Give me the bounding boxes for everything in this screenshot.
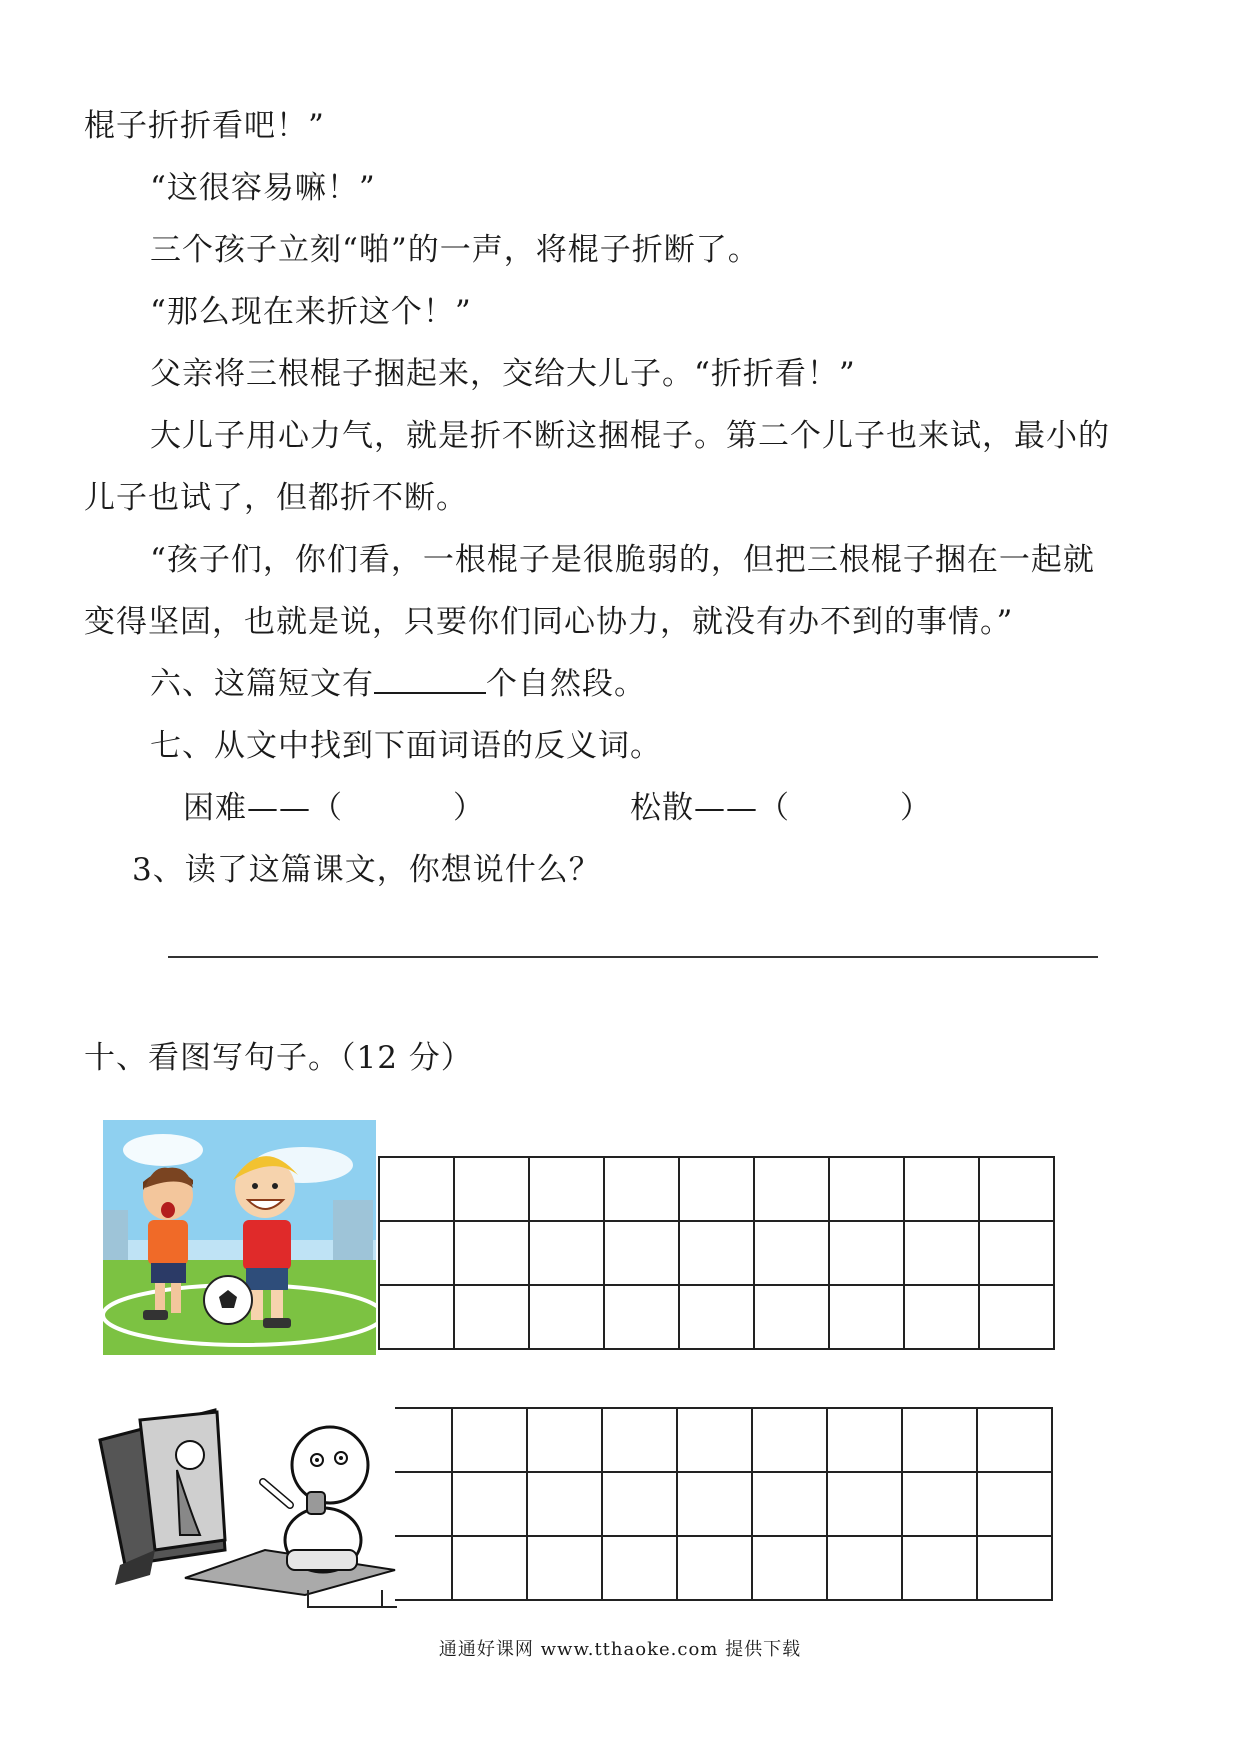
grid-cell[interactable] [902, 1408, 977, 1472]
section-10-title: 十、看图写句子。（12 分） [84, 1040, 473, 1076]
question-6 [150, 664, 646, 704]
grid-cell[interactable] [827, 1472, 902, 1536]
antonym-close-1: ） [453, 790, 485, 826]
grid-cell[interactable] [677, 1472, 752, 1536]
writing-grid-1 [378, 1156, 1055, 1350]
grid-cell[interactable] [527, 1408, 602, 1472]
grid-cell[interactable] [527, 1472, 602, 1536]
grid-cell[interactable] [979, 1221, 1054, 1285]
grid-cell[interactable] [977, 1472, 1052, 1536]
answer-line[interactable] [168, 956, 1098, 958]
passage-line: 大儿子用心力气，就是折不断这捆棍子。第二个儿子也来试，最小的 [150, 418, 1110, 454]
passage-line: 儿子也试了，但都折不断。 [84, 480, 468, 516]
passage-line: “这很容易嘛！” [150, 170, 376, 206]
grid-cell[interactable] [979, 1285, 1054, 1349]
writing-grid-2 [395, 1407, 1053, 1601]
grid-cell[interactable] [379, 1285, 454, 1349]
grid-cell[interactable] [754, 1157, 829, 1221]
grid-cell[interactable] [752, 1408, 827, 1472]
question-6-suffix: 个自然段。 [486, 666, 646, 702]
grid-cell[interactable] [395, 1408, 452, 1472]
passage-line: 变得坚固，也就是说，只要你们同心协力，就没有办不到的事情。” [84, 604, 1014, 640]
grid-cell[interactable] [977, 1408, 1052, 1472]
question-6-text: 六、这篇短文有 [150, 666, 374, 702]
grid-cell[interactable] [679, 1157, 754, 1221]
grid-cell[interactable] [829, 1221, 904, 1285]
passage-line: 三个孩子立刻“啪”的一声，将棍子折断了。 [150, 232, 760, 268]
grid-cell[interactable] [979, 1157, 1054, 1221]
antonym-word-1: 困难——（ [183, 790, 343, 826]
grid-cell[interactable] [529, 1157, 604, 1221]
antonym-item-1 [183, 788, 485, 828]
grid-cell[interactable] [904, 1285, 979, 1349]
passage-line: 棍子折折看吧！” [84, 108, 325, 144]
question-7: 七、从文中找到下面词语的反义词。 [150, 728, 662, 764]
passage-line: “那么现在来折这个！” [150, 294, 472, 330]
grid-extension-divider [381, 1590, 383, 1606]
grid-cell[interactable] [602, 1472, 677, 1536]
grid-cell[interactable] [379, 1157, 454, 1221]
antonym-word-2: 松散——（ [630, 790, 790, 826]
grid-cell[interactable] [604, 1157, 679, 1221]
footer-source: 通通好课网 www.tthaoke.com 提供下载 [438, 1639, 802, 1660]
grid-cell[interactable] [902, 1536, 977, 1600]
grid-cell[interactable] [904, 1221, 979, 1285]
grid-cell[interactable] [602, 1408, 677, 1472]
baby-tv-image [95, 1400, 400, 1605]
grid-cell[interactable] [604, 1285, 679, 1349]
grid-cell[interactable] [679, 1285, 754, 1349]
grid-cell[interactable] [829, 1285, 904, 1349]
grid-cell[interactable] [677, 1408, 752, 1472]
grid-extension-cell [307, 1590, 397, 1608]
grid-cell[interactable] [454, 1221, 529, 1285]
question-3: 3、读了这篇课文，你想说什么？ [132, 852, 601, 888]
grid-cell[interactable] [752, 1472, 827, 1536]
grid-cell[interactable] [752, 1536, 827, 1600]
grid-cell[interactable] [754, 1285, 829, 1349]
antonym-item-2 [630, 788, 932, 828]
grid-cell[interactable] [452, 1536, 527, 1600]
grid-cell[interactable] [677, 1536, 752, 1600]
grid-cell[interactable] [829, 1157, 904, 1221]
paragraph-count-blank[interactable] [374, 664, 486, 694]
passage-line: “孩子们，你们看，一根棍子是很脆弱的，但把三根棍子捆在一起就 [150, 542, 1095, 578]
grid-cell[interactable] [602, 1536, 677, 1600]
grid-cell[interactable] [379, 1221, 454, 1285]
grid-cell[interactable] [454, 1157, 529, 1221]
grid-cell[interactable] [902, 1472, 977, 1536]
grid-cell[interactable] [977, 1536, 1052, 1600]
grid-cell[interactable] [604, 1221, 679, 1285]
grid-cell[interactable] [527, 1536, 602, 1600]
grid-cell[interactable] [754, 1221, 829, 1285]
grid-cell[interactable] [452, 1472, 527, 1536]
grid-cell[interactable] [529, 1285, 604, 1349]
grid-cell[interactable] [395, 1536, 452, 1600]
soccer-boys-image [103, 1120, 376, 1355]
grid-cell[interactable] [904, 1157, 979, 1221]
grid-cell[interactable] [679, 1221, 754, 1285]
grid-cell[interactable] [395, 1472, 452, 1536]
grid-cell[interactable] [827, 1408, 902, 1472]
grid-cell[interactable] [827, 1536, 902, 1600]
grid-cell[interactable] [454, 1285, 529, 1349]
passage-line: 父亲将三根棍子捆起来，交给大儿子。“折折看！” [150, 356, 856, 392]
antonym-close-2: ） [900, 790, 932, 826]
grid-cell[interactable] [452, 1408, 527, 1472]
grid-cell[interactable] [529, 1221, 604, 1285]
